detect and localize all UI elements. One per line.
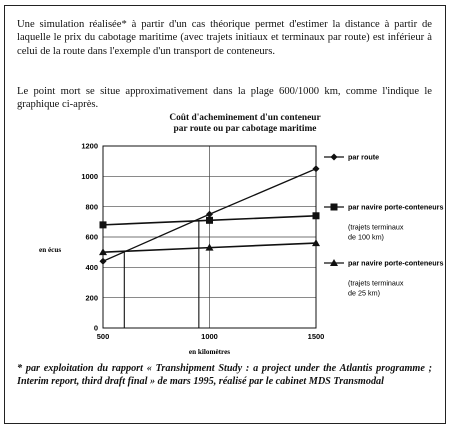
- legend-label-ship-25km: par navire porte-conteneurs: [348, 258, 444, 268]
- y-tick-label: 800: [85, 202, 98, 212]
- legend-label-ship-25km: (trajets terminaux: [348, 278, 404, 288]
- y-axis-label: en écus: [39, 246, 62, 254]
- y-tick-label: 0: [93, 323, 98, 333]
- legend-label-route: par route: [348, 152, 380, 162]
- y-tick-label: 600: [85, 232, 98, 242]
- y-tick-label: 200: [85, 293, 98, 303]
- data-point-ship-100km: [313, 212, 320, 219]
- intro-paragraph-1: Une simulation réalisée* à partir d'un cas théorique permet d'estimer la distance à partir de laquelle le prix du cabotage maritime (avec trajets initiaux et terminaux par route) est inférieur à celui de la route dans l'exemple d'un transport de conteneurs.: [17, 19, 432, 57]
- x-tick-label: 500: [96, 332, 110, 341]
- legend-marker-ship-100km: [331, 204, 338, 211]
- legend-label-ship-25km: de 25 km): [348, 288, 380, 298]
- data-point-ship-100km: [100, 221, 107, 228]
- legend-label-ship-100km: (trajets terminaux: [348, 222, 404, 232]
- legend-label-ship-100km: par navire porte-conteneurs: [348, 202, 444, 212]
- y-tick-label: 1000: [81, 171, 98, 181]
- chart-title-line-2: par route ou par cabotage maritime: [173, 124, 317, 134]
- data-point-route: [100, 258, 107, 265]
- data-point-ship-100km: [206, 217, 213, 224]
- y-tick-label: 400: [85, 262, 98, 272]
- x-tick-label: 1000: [201, 332, 218, 341]
- legend-label-ship-100km: de 100 km): [348, 232, 384, 242]
- x-axis-label: en kilomètres: [188, 348, 231, 356]
- y-tick-label: 1200: [81, 141, 98, 151]
- data-point-route: [313, 165, 320, 172]
- intro-paragraph-2: Le point mort se situe approximativement dans la plage 600/1000 km, comme l'indique le graphique ci-après.: [17, 86, 432, 111]
- legend-marker-route: [331, 154, 338, 161]
- x-tick-label: 1500: [307, 332, 325, 341]
- chart-title-line-1: Coût d'acheminement d'un conteneur: [169, 113, 321, 123]
- data-point-route: [206, 211, 213, 218]
- footnote: * par exploitation du rapport « Transhipment Study : a project under the Atlantis programme ; Interim report, third draft final » de mars 1995, réalisé par le cabinet MDS Transmodal: [17, 363, 432, 387]
